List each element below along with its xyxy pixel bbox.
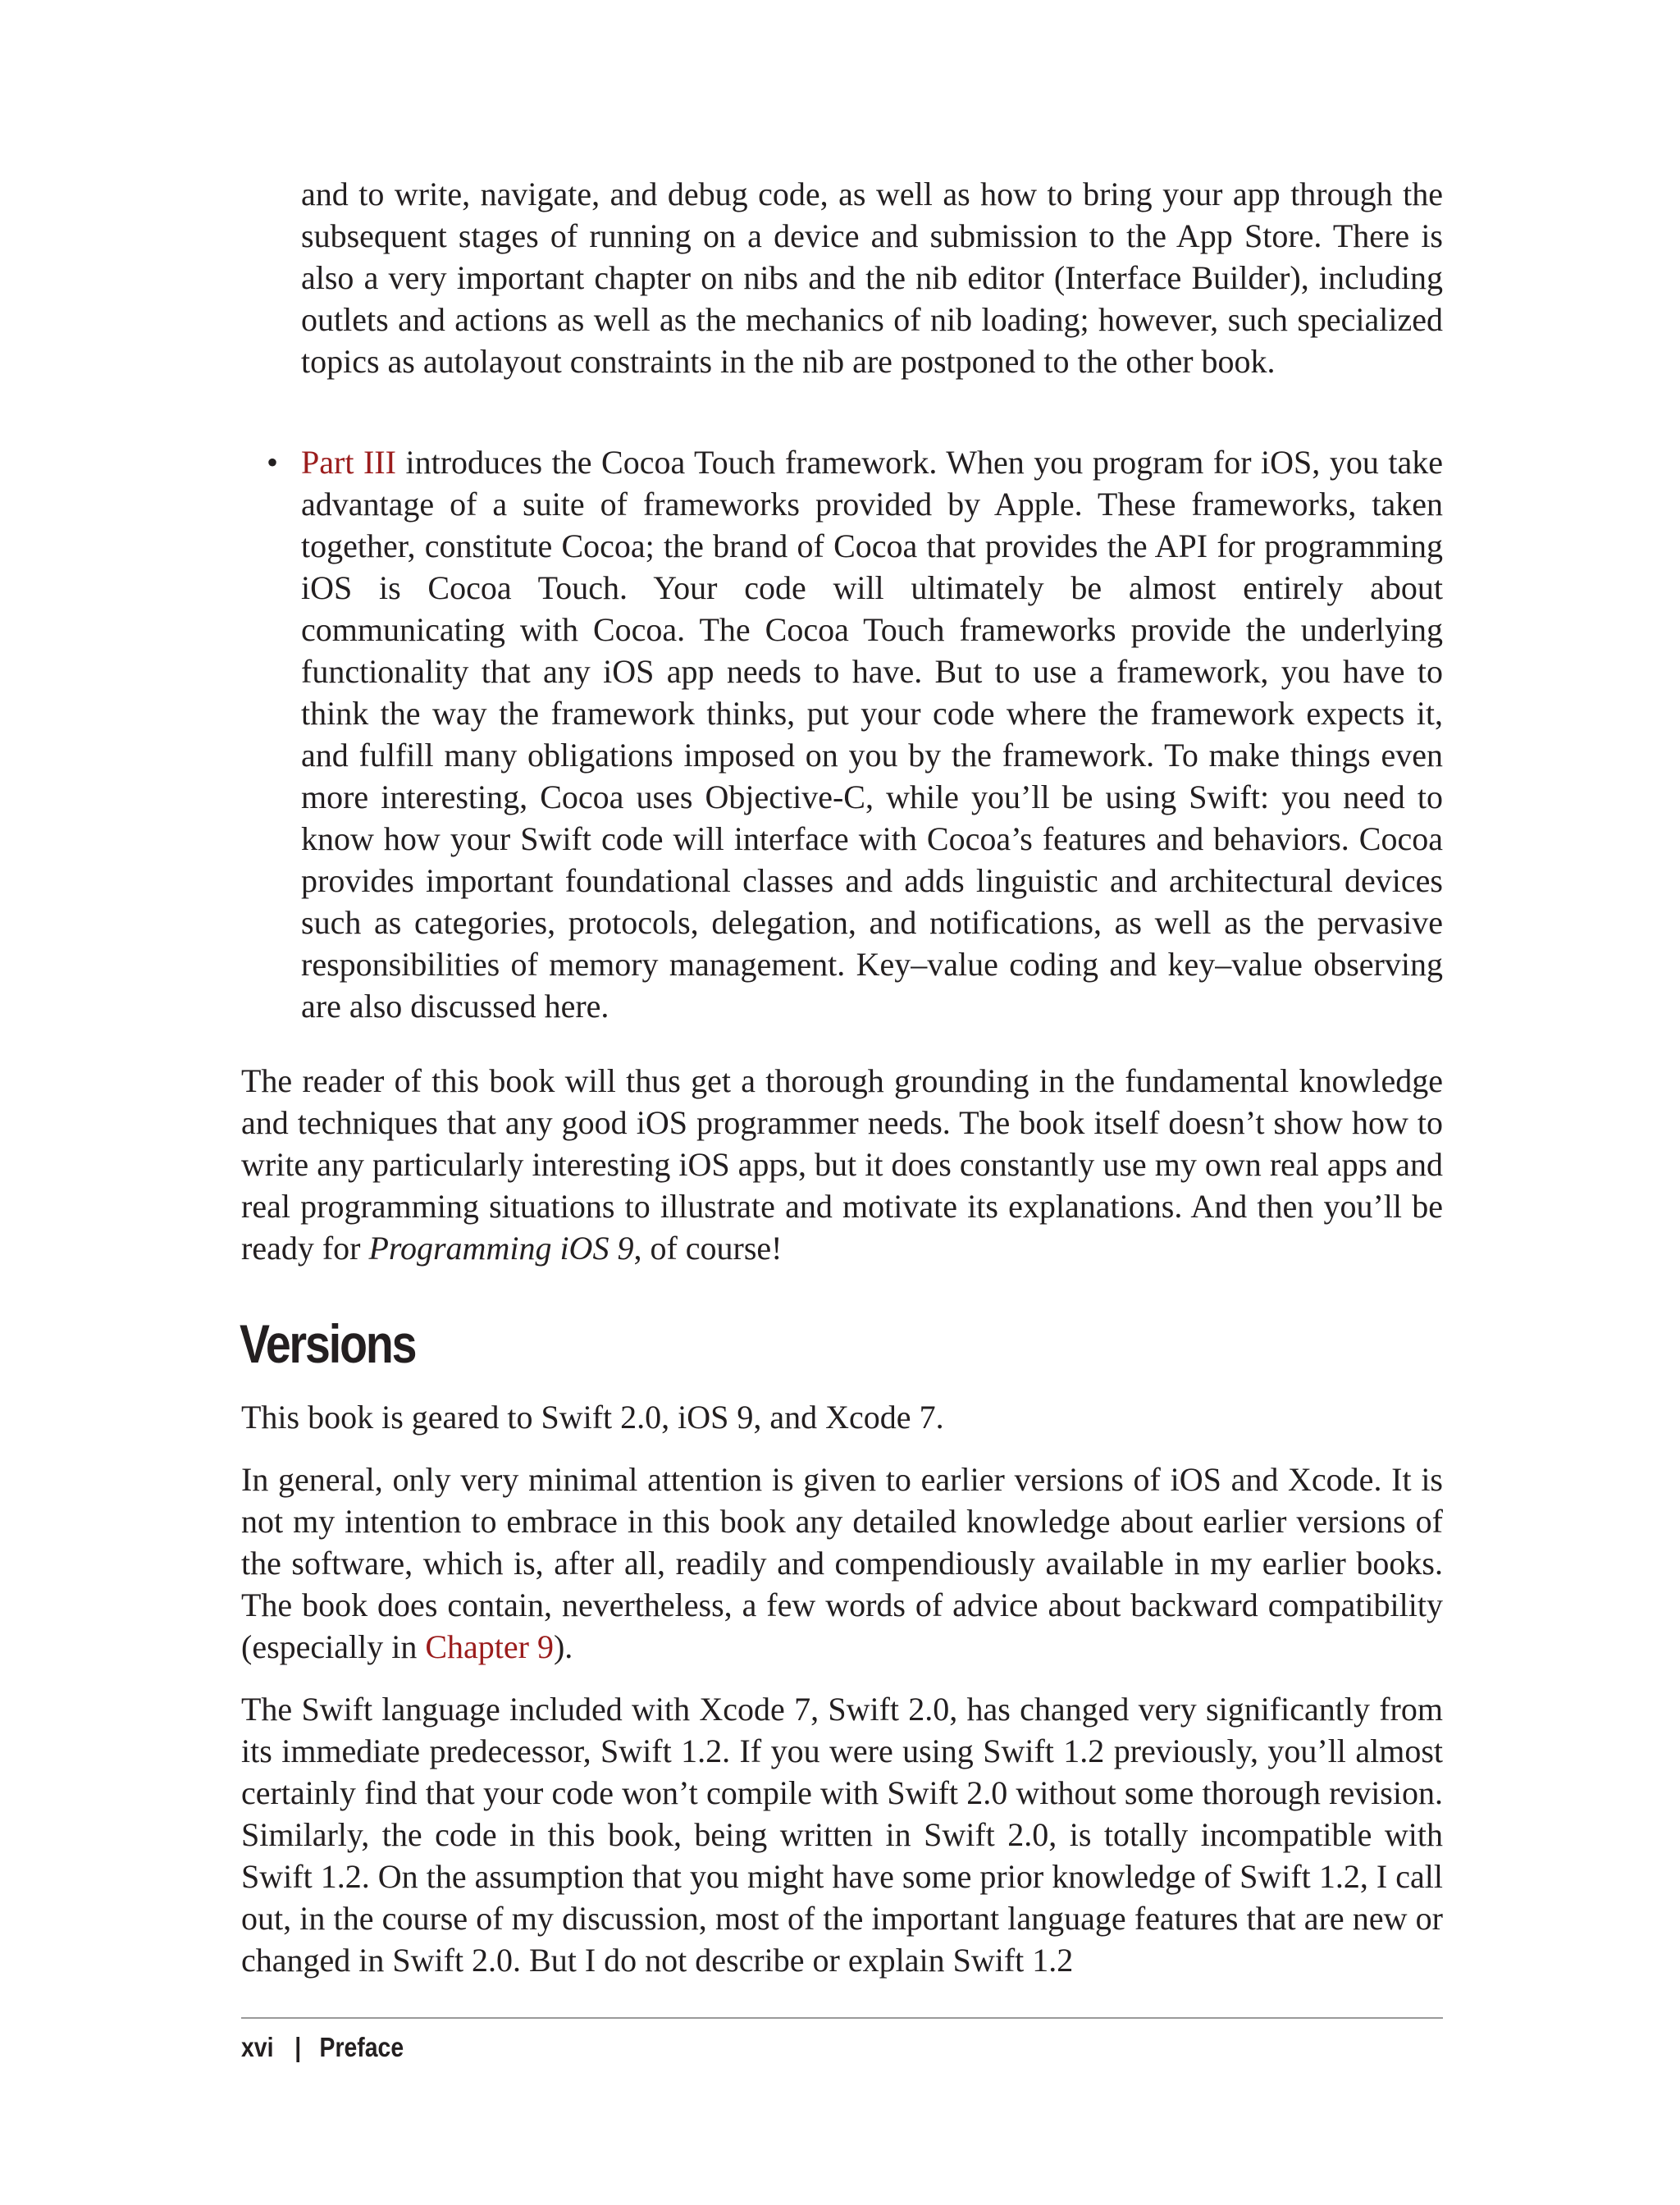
versions-paragraph-1: [241, 1396, 1443, 1438]
versions-text-2-before: In general, only very minimal attention is given to earlier versions of iOS and Xcode. It is not my intention to embrace in this book any detailed knowledge about earlier versions of the software, which is, after all, readily and compendiously available in my earlier books. The book does contain, nevertheless, a few words of advice about backward compatibility (especially in: [241, 1461, 1443, 1665]
bullet-marker: •: [267, 444, 279, 481]
versions-paragraph-2: [241, 1459, 1443, 1668]
intro-paragraph: [241, 1060, 1443, 1269]
footer-separator: |: [294, 2032, 302, 2062]
versions-text-1: This book is geared to Swift 2.0, iOS 9, and Xcode 7.: [241, 1399, 944, 1436]
section-heading: Versions: [240, 1313, 416, 1374]
page-footer: [241, 2029, 404, 2066]
continuation-paragraph: [301, 173, 1443, 382]
versions-paragraph-3: [241, 1688, 1443, 1981]
versions-text-2-after: ).: [553, 1628, 573, 1665]
chapter-9-link[interactable]: Chapter 9: [425, 1628, 554, 1665]
intro-text-after: , of course!: [633, 1230, 783, 1267]
versions-text-3: The Swift language included with Xcode 7, Swift 2.0, has changed very significantly from its immediate predecessor, Swift 1.2. If you were using Swift 1.2 previously, you’ll almost certainly find that your code won’t compile with Swift 2.0 without some thorough revision. Similarly, the code in this book, being written in Swift 2.0, is totally incompatible with Swift 1.2. On the assumption that you might have some prior knowledge of Swift 1.2, I call out, in the course of my discussion, most of the important language features that are new or changed in Swift 2.0. But I do not describe or explain Swift 1.2: [241, 1691, 1443, 1979]
footer-divider: [241, 2017, 1443, 2019]
page-number: xvi: [241, 2032, 274, 2062]
bullet-text: introduces the Cocoa Touch framework. When you program for iOS, you take advantage of a suite of frameworks provided by Apple. These frameworks, taken together, constitute Cocoa; the brand of Cocoa that provides the API for programming iOS is Cocoa Touch. Your code will ultimately be almost entirely about communicating with Cocoa. The Cocoa Touch frameworks provide the underlying functionality that any iOS app needs to have. But to use a framework, you have to think the way the framework thinks, put your code where the framework expects it, and fulfill many obligations imposed on you by the framework. To make things even more interesting, Cocoa uses Objective-C, while you’ll be using Swift: you need to know how your Swift code will interface with Cocoa’s features and behaviors. Cocoa provides important foundational classes and adds linguistic and architectural devices such as categories, protocols, delegation, and notifications, as well as the pervasive responsibilities of memory management. Key–value coding and key–value observing are also discussed here.: [301, 444, 1443, 1025]
intro-text-before: The reader of this book will thus get a thorough grounding in the fundamental knowledge and techniques that any good iOS programmer needs. The book itself doesn’t show how to write any particularly interesting iOS apps, but it does constantly use my own real apps and real programming situations to illustrate and motivate its explanations. And then you’ll be ready for: [241, 1062, 1443, 1267]
book-title-emphasis: Programming iOS 9: [368, 1230, 634, 1267]
footer-chapter-title: Preface: [319, 2032, 404, 2062]
bullet-list-item: [301, 441, 1443, 1027]
part-iii-link[interactable]: Part III: [301, 444, 396, 481]
continuation-text: and to write, navigate, and debug code, as well as how to bring your app through the subsequent stages of running on a device and submission to the App Store. There is also a very important chapter on nibs and the nib editor (Interface Builder), including outlets and actions as well as the mechanics of nib loading; however, such specialized topics as autolayout constraints in the nib are postponed to the other book.: [301, 176, 1443, 380]
